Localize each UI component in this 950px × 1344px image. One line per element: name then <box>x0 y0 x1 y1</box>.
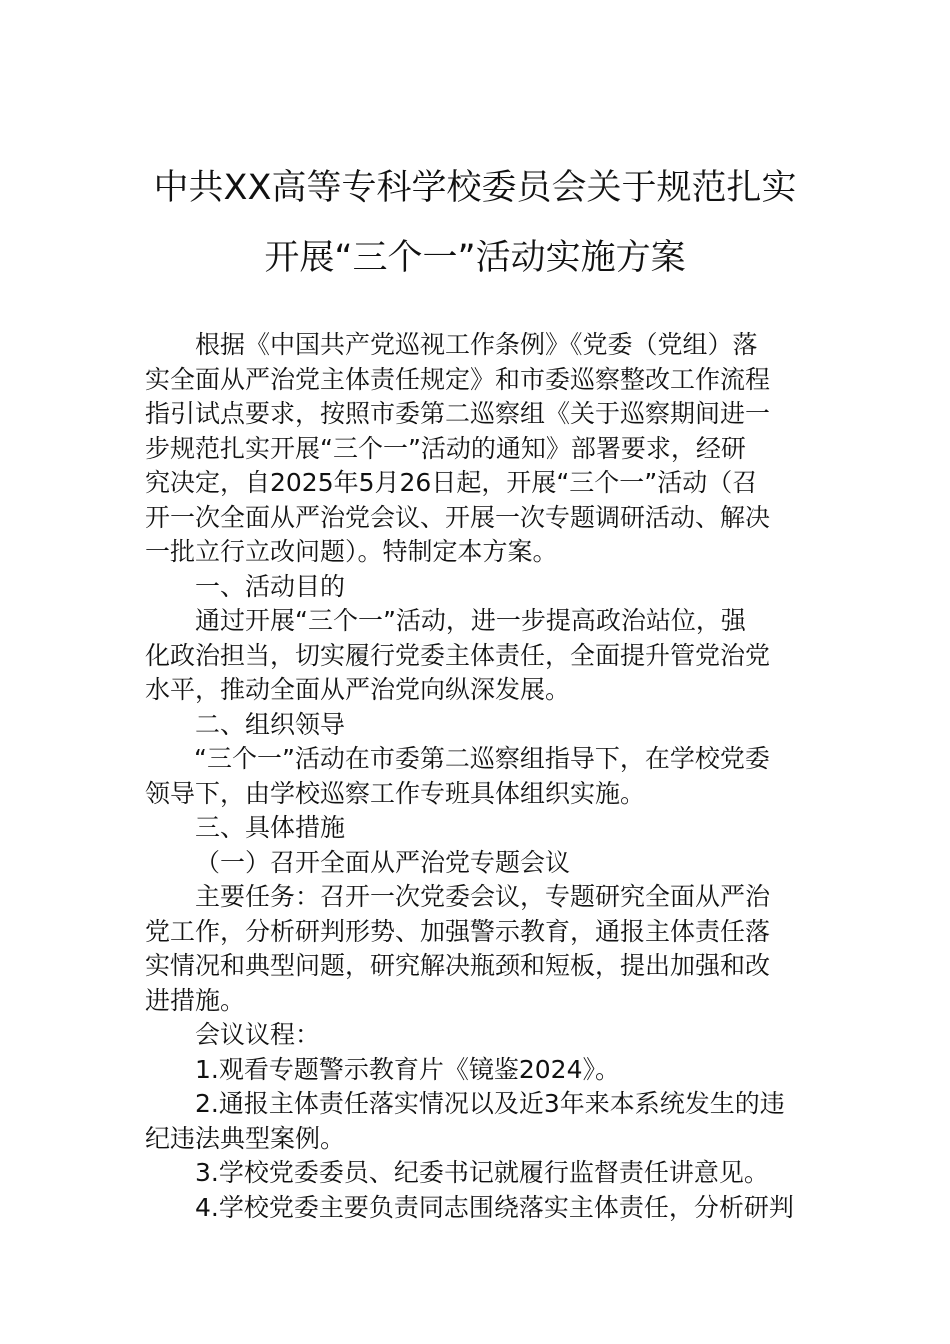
section-heading: 二、组织领导 <box>195 710 346 739</box>
body-line: 究决定，自2025年5月26日起，开展“三个一”活动（召 <box>145 468 758 497</box>
document-title-line-1: 中共XX高等专科学校委员会关于规范扎实 <box>153 168 797 208</box>
body-line: “三个一”活动在市委第二巡察组指导下，在学校党委 <box>194 744 770 773</box>
body-line: 主要任务：召开一次党委会议，专题研究全面从严治 <box>195 882 771 911</box>
body-line: 指引试点要求，按照市委第二巡察组《关于巡察期间进一 <box>145 399 771 428</box>
agenda-item: 3.学校党委委员、纪委书记就履行监督责任讲意见。 <box>195 1158 769 1187</box>
body-line: 化政治担当，切实履行党委主体责任，全面提升管党治党 <box>145 641 771 670</box>
body-line: 开一次全面从严治党会议、开展一次专题调研活动、解决 <box>145 503 771 532</box>
body-line: 通过开展“三个一”活动，进一步提高政治站位，强 <box>195 606 746 635</box>
agenda-item: 1.观看专题警示教育片《镜鉴2024》。 <box>195 1055 620 1084</box>
body-line: 根据《中国共产党巡视工作条例》《党委（党组）落 <box>195 330 758 359</box>
body-line: 一批立行立改问题）。特制定本方案。 <box>145 537 558 566</box>
body-line: 会议议程： <box>195 1020 321 1049</box>
body-line: 党工作，分析研判形势、加强警示教育，通报主体责任落 <box>145 917 771 946</box>
body-line: 领导下，由学校巡察工作专班具体组织实施。 <box>145 779 646 808</box>
section-heading: 三、具体措施 <box>195 813 346 842</box>
body-line: 进措施。 <box>145 986 246 1015</box>
body-line: 步规范扎实开展“三个一”活动的通知》部署要求，经研 <box>145 434 746 463</box>
agenda-item: 4.学校党委主要负责同志围绕落实主体责任，分析研判 <box>195 1193 794 1222</box>
body-line: 实全面从严治党主体责任规定》和市委巡察整改工作流程 <box>145 365 771 394</box>
document-title-line-2: 开展“三个一”活动实施方案 <box>264 238 686 278</box>
subsection-heading: （一）召开全面从严治党专题会议 <box>195 848 571 877</box>
agenda-item: 2.通报主体责任落实情况以及近3年来本系统发生的违 <box>195 1089 785 1118</box>
body-line: 水平，推动全面从严治党向纵深发展。 <box>145 675 571 704</box>
body-line: 实情况和典型问题，研究解决瓶颈和短板，提出加强和改 <box>145 951 771 980</box>
section-heading: 一、活动目的 <box>195 572 346 601</box>
body-line: 纪违法典型案例。 <box>145 1124 346 1153</box>
